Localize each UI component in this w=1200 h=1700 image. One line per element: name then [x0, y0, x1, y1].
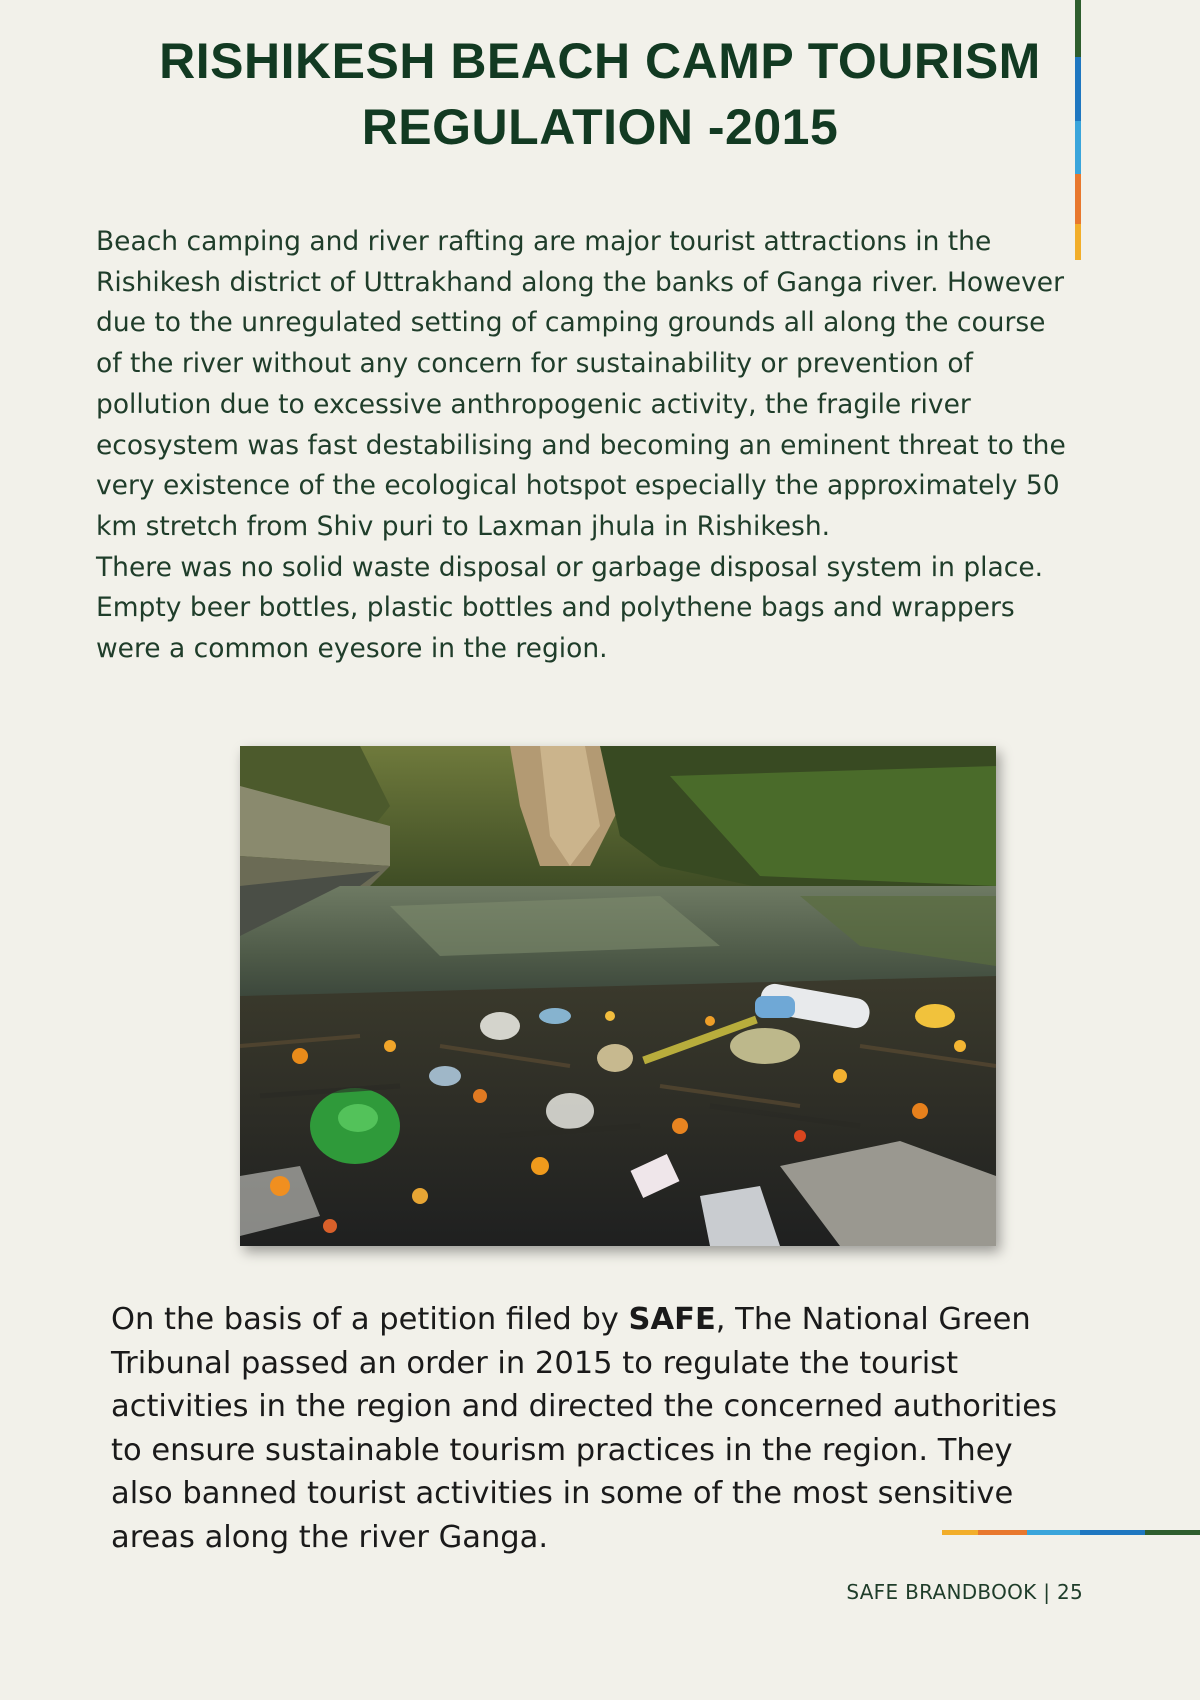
closing-paragraph	[111, 1298, 1081, 1560]
intro-paragraph-2: There was no solid waste disposal or garbage disposal system in place. Empty beer bottles, plastic bottles and polythene bags and wrappers were a common eyesore in the region.	[96, 551, 1044, 665]
page-title	[100, 28, 1100, 160]
page-footer: SAFE BRANDBOOK | 25	[846, 1580, 1083, 1604]
closing-suffix: , The National Green Tribunal passed an order in 2015 to regulate the tourist activities in the region and directed the concerned authorities to ensure sustainable tourism practices in the region. They also banned tourist activities in some of the most sensitive areas along the river Ganga.	[111, 1302, 1057, 1555]
page-title-line-2: REGULATION -2015	[361, 99, 839, 155]
right-accent-bar	[1075, 0, 1081, 260]
bottom-accent-bar	[942, 1530, 1200, 1535]
intro-text	[96, 222, 1066, 670]
page-title-line-1: RISHIKESH BEACH CAMP TOURISM	[159, 33, 1041, 89]
closing-prefix: On the basis of a petition filed by	[111, 1302, 629, 1337]
polluted-river-photo	[240, 746, 996, 1246]
closing-org-name: SAFE	[628, 1302, 716, 1337]
intro-paragraph-1: Beach camping and river rafting are major tourist attractions in the Rishikesh district of Uttrakhand along the banks of Ganga river. However due to the unregulated setting of camping grounds all along the course of the river without any concern for sustainability or prevention of pollution due to excessive anthropogenic activity, the fragile river ecosystem was fast destabilising and becoming an eminent threat to the very existence of the ecological hotspot especially the approximately 50 km stretch from Shiv puri to Laxman jhula in Rishikesh.	[96, 226, 1066, 542]
